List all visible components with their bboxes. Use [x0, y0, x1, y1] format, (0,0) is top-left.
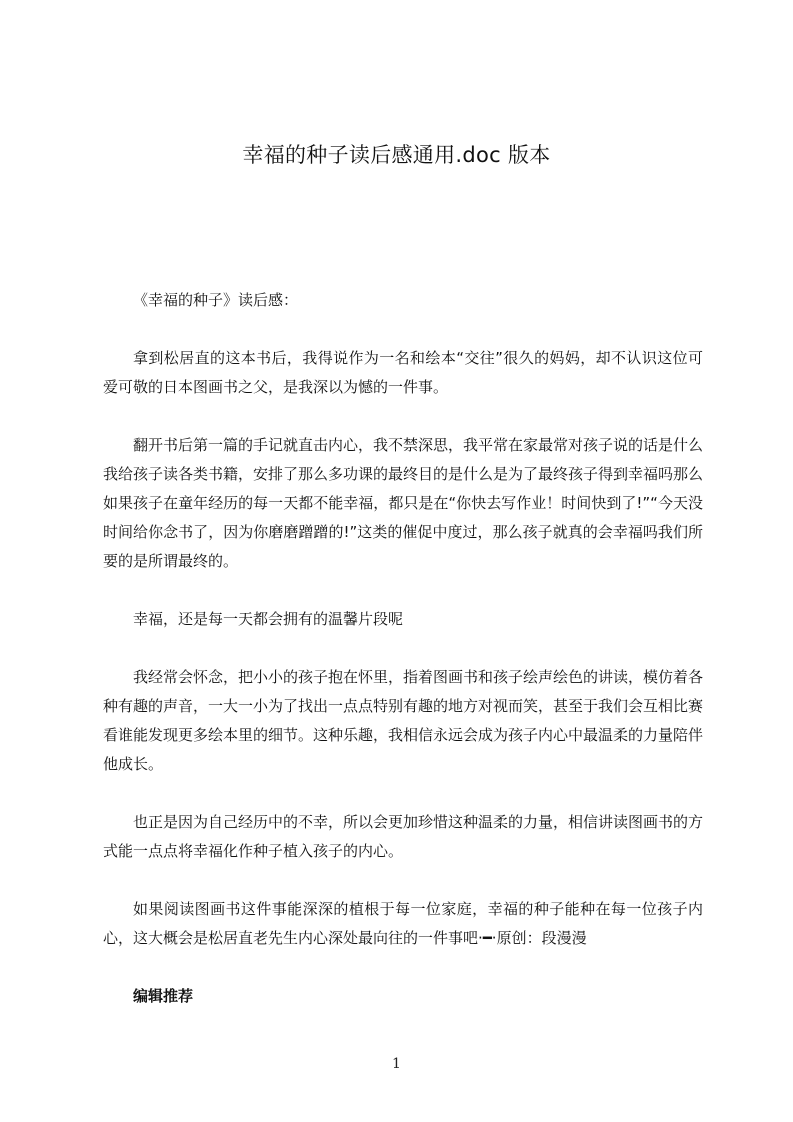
section-heading-editor-recommendation: 编辑推荐	[133, 987, 194, 1005]
paragraph-conclusion: 如果阅读图画书这件事能深深的植根于每一位家庭，幸福的种子能种在每一位孩子内心，这大概会是松居直老先生内心深处最向往的一件事吧·━·原创：段漫漫	[103, 900, 703, 947]
paragraph-intro: 拿到松居直的这本书后，我得说作为一名和绘本“交往”很久的妈妈，却不认识这位可爱可敬的日本图画书之父，是我深以为憾的一件事。	[103, 349, 703, 396]
page-number: 1	[392, 1056, 401, 1072]
paragraph-review-heading: 《幸福的种子》读后感：	[133, 291, 299, 309]
paragraph-memory: 我经常会怀念，把小小的孩子抱在怀里，指着图画书和孩子绘声绘色的讲读，模仿着各种有趣的声音，一大一小为了找出一点点特别有趣的地方对视而笑，甚至于我们会互相比赛看谁能发现更多绘本里的细节。这种乐趣，我相信永远会成为孩子内心中最温柔的力量陪伴他成长。	[103, 668, 704, 773]
document-body	[103, 286, 703, 1011]
paragraph-gentle-power: 也正是因为自己经历中的不幸，所以会更加珍惜这种温柔的力量，相信讲读图画书的方式能一点点将幸福化作种子植入孩子的内心。	[103, 813, 704, 860]
document-title: 幸福的种子读后感通用.doc 版本	[242, 143, 551, 167]
paragraph-question: 幸福，还是每一天都会拥有的温馨片段呢	[133, 610, 404, 628]
paragraph-reflection: 翻开书后第一篇的手记就直击内心，我不禁深思，我平常在家最常对孩子说的话是什么我给孩子读各类书籍，安排了那么多功课的最终目的是什么是为了最终孩子得到幸福吗那么如果孩子在童年经历的每一天都不能幸福，都只是在“你快去写作业！时间快到了!”“今天没时间给你念书了，因为你磨磨蹭蹭的!”这类的催促中度过，那么孩子就真的会幸福吗我们所要的是所谓最终的。	[103, 436, 704, 570]
